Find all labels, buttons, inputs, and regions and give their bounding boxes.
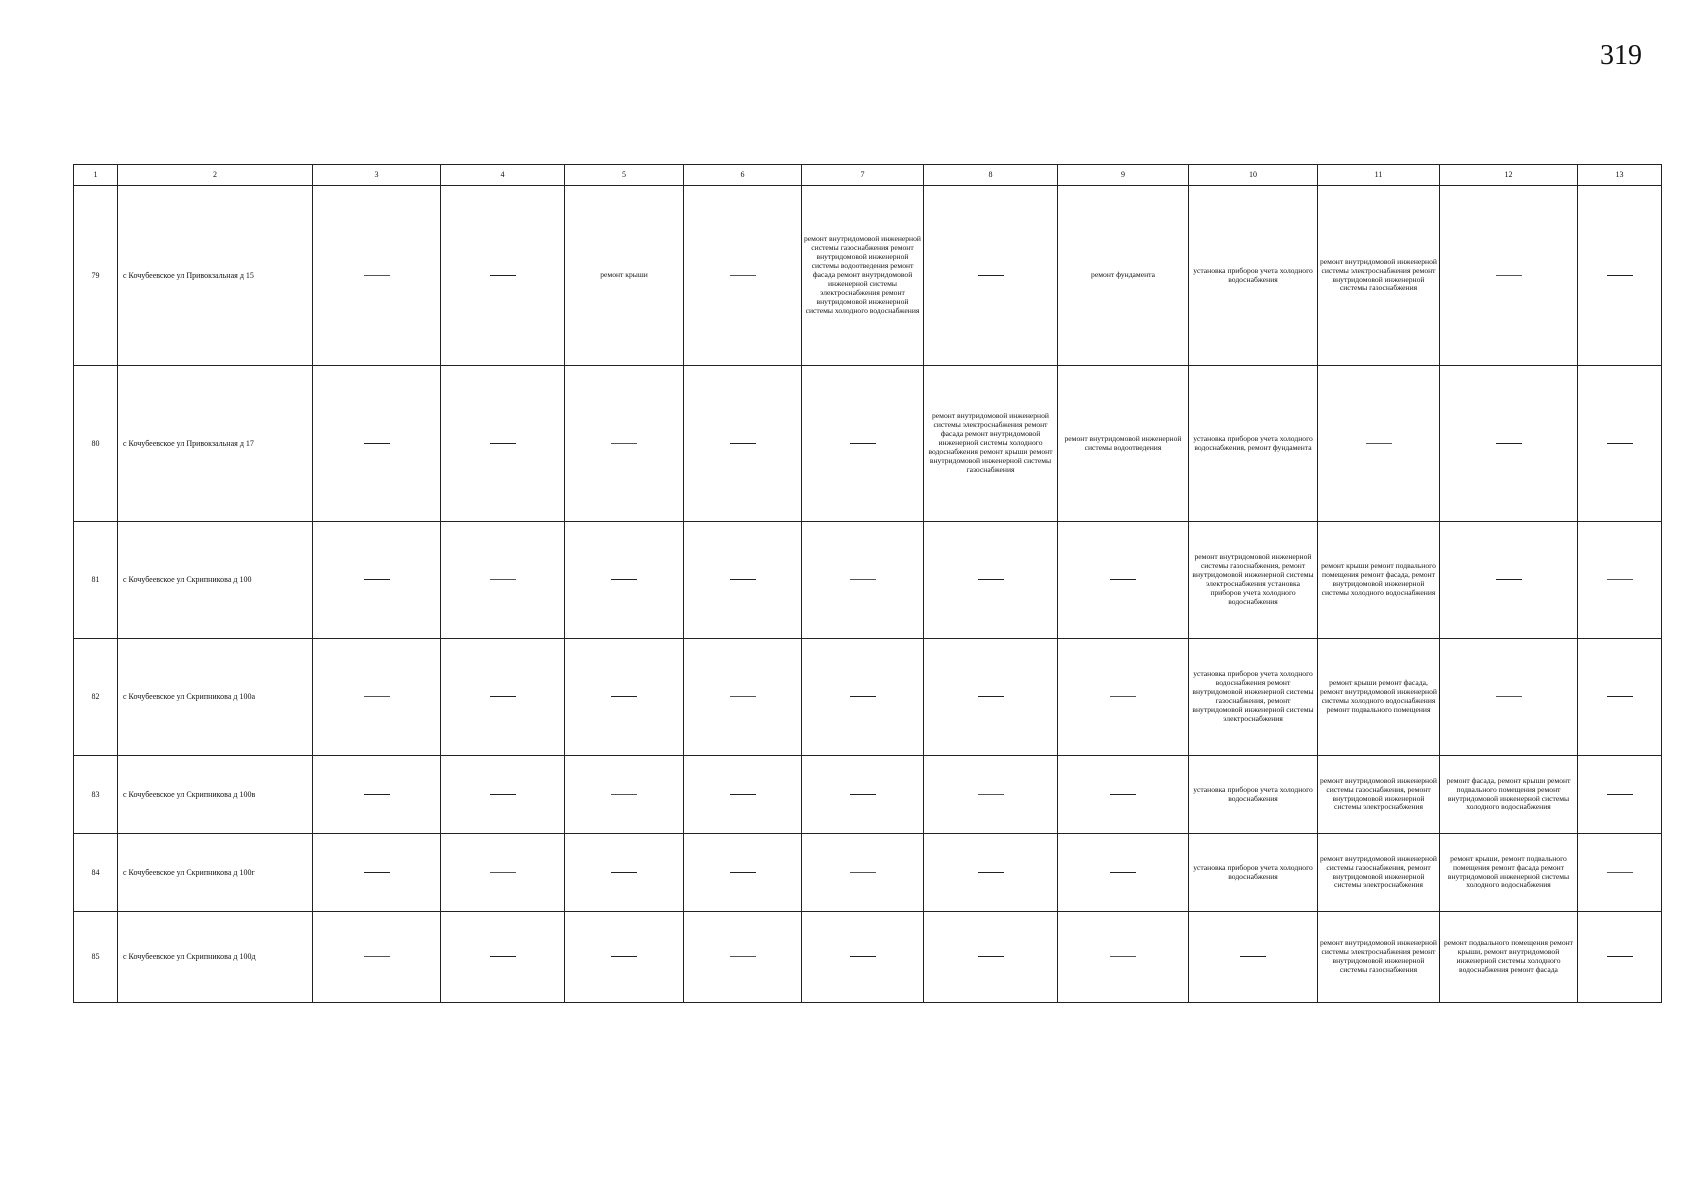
dash-mark — [730, 579, 756, 580]
dash-mark — [1607, 956, 1633, 957]
header-row — [74, 165, 1662, 186]
work-description-cell: ремонт крыши ремонт фасада, ремонт внутридомовой инженерной системы холодного водоснабжения ремонт подвального помещения — [1318, 639, 1440, 756]
column-header: 10 — [1189, 165, 1318, 186]
dash-mark — [1607, 275, 1633, 276]
empty-cell — [1058, 834, 1189, 912]
dash-mark — [490, 794, 516, 795]
empty-cell — [1058, 756, 1189, 834]
dash-mark — [1496, 696, 1522, 697]
dash-mark — [1607, 579, 1633, 580]
dash-mark — [364, 956, 390, 957]
dash-mark — [978, 579, 1004, 580]
empty-cell — [924, 639, 1058, 756]
dash-mark — [850, 872, 876, 873]
empty-cell — [684, 912, 802, 1003]
dash-mark — [978, 794, 1004, 795]
empty-cell — [924, 756, 1058, 834]
column-header: 5 — [565, 165, 684, 186]
empty-cell — [565, 912, 684, 1003]
empty-cell — [1578, 366, 1662, 522]
dash-mark — [1110, 794, 1136, 795]
address-cell: с Кочубеевское ул Скрипникова д 100д — [118, 912, 313, 1003]
address-cell: с Кочубеевское ул Скрипникова д 100г — [118, 834, 313, 912]
empty-cell — [441, 756, 565, 834]
row-number: 84 — [74, 834, 118, 912]
dash-mark — [850, 956, 876, 957]
dash-mark — [364, 696, 390, 697]
work-description-cell: установка приборов учета холодного водоснабжения — [1189, 756, 1318, 834]
dash-mark — [611, 794, 637, 795]
column-header: 3 — [313, 165, 441, 186]
table-row — [74, 639, 1662, 756]
empty-cell — [1578, 912, 1662, 1003]
empty-cell — [1058, 522, 1189, 639]
empty-cell — [565, 834, 684, 912]
empty-cell — [1578, 756, 1662, 834]
dash-mark — [1110, 956, 1136, 957]
column-header: 11 — [1318, 165, 1440, 186]
table-row — [74, 756, 1662, 834]
dash-mark — [611, 443, 637, 444]
work-description-cell: установка приборов учета холодного водоснабжения — [1189, 834, 1318, 912]
empty-cell — [1440, 639, 1578, 756]
empty-cell — [1578, 186, 1662, 366]
work-description-cell: ремонт внутридомовой инженерной системы электроснабжения ремонт внутридомовой инженерной системы газоснабжения — [1318, 912, 1440, 1003]
work-description-cell: ремонт внутридомовой инженерной системы газоснабжения ремонт внутридомовой инженерной системы водоотведения ремонт фасада ремонт внутридомовой инженерной системы электроснабжения ремонт внутридомовой инженерной системы холодного водоснабжения — [802, 186, 924, 366]
dash-mark — [730, 275, 756, 276]
empty-cell — [565, 366, 684, 522]
empty-cell — [684, 756, 802, 834]
empty-cell — [313, 639, 441, 756]
address-cell: с Кочубеевское ул Скрипникова д 100а — [118, 639, 313, 756]
row-number: 83 — [74, 756, 118, 834]
dash-mark — [364, 443, 390, 444]
empty-cell — [924, 912, 1058, 1003]
work-description-cell: ремонт фасада, ремонт крыши ремонт подвального помещения ремонт внутридомовой инженерной системы холодного водоснабжения — [1440, 756, 1578, 834]
empty-cell — [313, 834, 441, 912]
row-number: 81 — [74, 522, 118, 639]
dash-mark — [850, 794, 876, 795]
empty-cell — [441, 639, 565, 756]
work-description-cell: ремонт крыши, ремонт подвального помещения ремонт фасада ремонт внутридомовой инженерной системы холодного водоснабжения — [1440, 834, 1578, 912]
address-cell: с Кочубеевское ул Скрипникова д 100 — [118, 522, 313, 639]
dash-mark — [730, 956, 756, 957]
work-description-cell: ремонт внутридомовой инженерной системы водоотведения — [1058, 366, 1189, 522]
empty-cell — [1578, 522, 1662, 639]
dash-mark — [1496, 443, 1522, 444]
empty-cell — [441, 912, 565, 1003]
dash-mark — [490, 872, 516, 873]
dash-mark — [1607, 443, 1633, 444]
table-row — [74, 186, 1662, 366]
dash-mark — [850, 443, 876, 444]
empty-cell — [684, 639, 802, 756]
empty-cell — [924, 834, 1058, 912]
address-cell: с Кочубеевское ул Привокзальная д 17 — [118, 366, 313, 522]
column-header: 12 — [1440, 165, 1578, 186]
empty-cell — [802, 834, 924, 912]
row-number: 80 — [74, 366, 118, 522]
empty-cell — [441, 186, 565, 366]
empty-cell — [924, 186, 1058, 366]
repair-schedule-table — [73, 164, 1662, 1003]
empty-cell — [1578, 834, 1662, 912]
empty-cell — [1578, 639, 1662, 756]
table-row — [74, 522, 1662, 639]
empty-cell — [1440, 522, 1578, 639]
work-description-cell: установка приборов учета холодного водоснабжения — [1189, 186, 1318, 366]
address-cell: с Кочубеевское ул Привокзальная д 15 — [118, 186, 313, 366]
empty-cell — [1318, 366, 1440, 522]
table-row — [74, 366, 1662, 522]
dash-mark — [1240, 956, 1266, 957]
dash-mark — [850, 579, 876, 580]
row-number: 82 — [74, 639, 118, 756]
empty-cell — [565, 522, 684, 639]
empty-cell — [1058, 639, 1189, 756]
empty-cell — [565, 756, 684, 834]
column-header: 9 — [1058, 165, 1189, 186]
dash-mark — [1607, 872, 1633, 873]
dash-mark — [1496, 579, 1522, 580]
empty-cell — [441, 834, 565, 912]
dash-mark — [490, 956, 516, 957]
dash-mark — [1607, 696, 1633, 697]
work-description-cell: ремонт внутридомовой инженерной системы газоснабжения, ремонт внутридомовой инженерной системы электроснабжения установка приборов учета холодного водоснабжения — [1189, 522, 1318, 639]
empty-cell — [802, 756, 924, 834]
dash-mark — [1110, 872, 1136, 873]
dash-mark — [978, 872, 1004, 873]
table-row — [74, 912, 1662, 1003]
work-description-cell: ремонт крыши ремонт подвального помещения ремонт фасада, ремонт внутридомовой инженерной системы холодного водоснабжения — [1318, 522, 1440, 639]
dash-mark — [850, 696, 876, 697]
work-description-cell: ремонт фундамента — [1058, 186, 1189, 366]
empty-cell — [313, 756, 441, 834]
work-description-cell: ремонт крыши — [565, 186, 684, 366]
column-header: 6 — [684, 165, 802, 186]
dash-mark — [978, 696, 1004, 697]
dash-mark — [611, 872, 637, 873]
empty-cell — [684, 522, 802, 639]
work-description-cell: установка приборов учета холодного водоснабжения, ремонт фундамента — [1189, 366, 1318, 522]
dash-mark — [611, 696, 637, 697]
work-description-cell: ремонт внутридомовой инженерной системы электроснабжения ремонт фасада ремонт внутридомовой инженерной системы холодного водоснабжения ремонт крыши ремонт внутридомовой инженерной системы газоснабжения — [924, 366, 1058, 522]
empty-cell — [313, 522, 441, 639]
work-description-cell: ремонт внутридомовой инженерной системы электроснабжения ремонт внутридомовой инженерной системы газоснабжения — [1318, 186, 1440, 366]
empty-cell — [684, 834, 802, 912]
dash-mark — [1607, 794, 1633, 795]
empty-cell — [1189, 912, 1318, 1003]
dash-mark — [364, 794, 390, 795]
column-header: 13 — [1578, 165, 1662, 186]
dash-mark — [611, 956, 637, 957]
empty-cell — [802, 912, 924, 1003]
empty-cell — [684, 186, 802, 366]
work-description-cell: ремонт внутридомовой инженерной системы газоснабжения, ремонт внутридомовой инженерной системы электроснабжения — [1318, 756, 1440, 834]
dash-mark — [1110, 579, 1136, 580]
empty-cell — [441, 366, 565, 522]
dash-mark — [490, 696, 516, 697]
empty-cell — [313, 912, 441, 1003]
empty-cell — [802, 366, 924, 522]
empty-cell — [684, 366, 802, 522]
empty-cell — [924, 522, 1058, 639]
column-header: 8 — [924, 165, 1058, 186]
dash-mark — [730, 443, 756, 444]
empty-cell — [1058, 912, 1189, 1003]
work-description-cell: ремонт подвального помещения ремонт крыши, ремонт внутридомовой инженерной системы холодного водоснабжения ремонт фасада — [1440, 912, 1578, 1003]
dash-mark — [978, 275, 1004, 276]
column-header: 1 — [74, 165, 118, 186]
row-number: 79 — [74, 186, 118, 366]
empty-cell — [802, 522, 924, 639]
dash-mark — [978, 956, 1004, 957]
dash-mark — [1366, 443, 1392, 444]
empty-cell — [313, 186, 441, 366]
column-header: 4 — [441, 165, 565, 186]
dash-mark — [490, 443, 516, 444]
empty-cell — [441, 522, 565, 639]
dash-mark — [364, 275, 390, 276]
dash-mark — [730, 872, 756, 873]
dash-mark — [611, 579, 637, 580]
page-number: 319 — [1600, 40, 1642, 71]
column-header: 2 — [118, 165, 313, 186]
empty-cell — [1440, 366, 1578, 522]
empty-cell — [1440, 186, 1578, 366]
dash-mark — [730, 794, 756, 795]
empty-cell — [313, 366, 441, 522]
empty-cell — [565, 639, 684, 756]
work-description-cell: ремонт внутридомовой инженерной системы газоснабжения, ремонт внутридомовой инженерной системы электроснабжения — [1318, 834, 1440, 912]
table-row — [74, 834, 1662, 912]
dash-mark — [490, 579, 516, 580]
dash-mark — [1110, 696, 1136, 697]
dash-mark — [1496, 275, 1522, 276]
dash-mark — [364, 579, 390, 580]
dash-mark — [490, 275, 516, 276]
empty-cell — [802, 639, 924, 756]
work-description-cell: установка приборов учета холодного водоснабжения ремонт внутридомовой инженерной системы газоснабжения, ремонт внутридомовой инженерной системы электроснабжения — [1189, 639, 1318, 756]
dash-mark — [730, 696, 756, 697]
row-number: 85 — [74, 912, 118, 1003]
column-header: 7 — [802, 165, 924, 186]
dash-mark — [364, 872, 390, 873]
address-cell: с Кочубеевское ул Скрипникова д 100в — [118, 756, 313, 834]
